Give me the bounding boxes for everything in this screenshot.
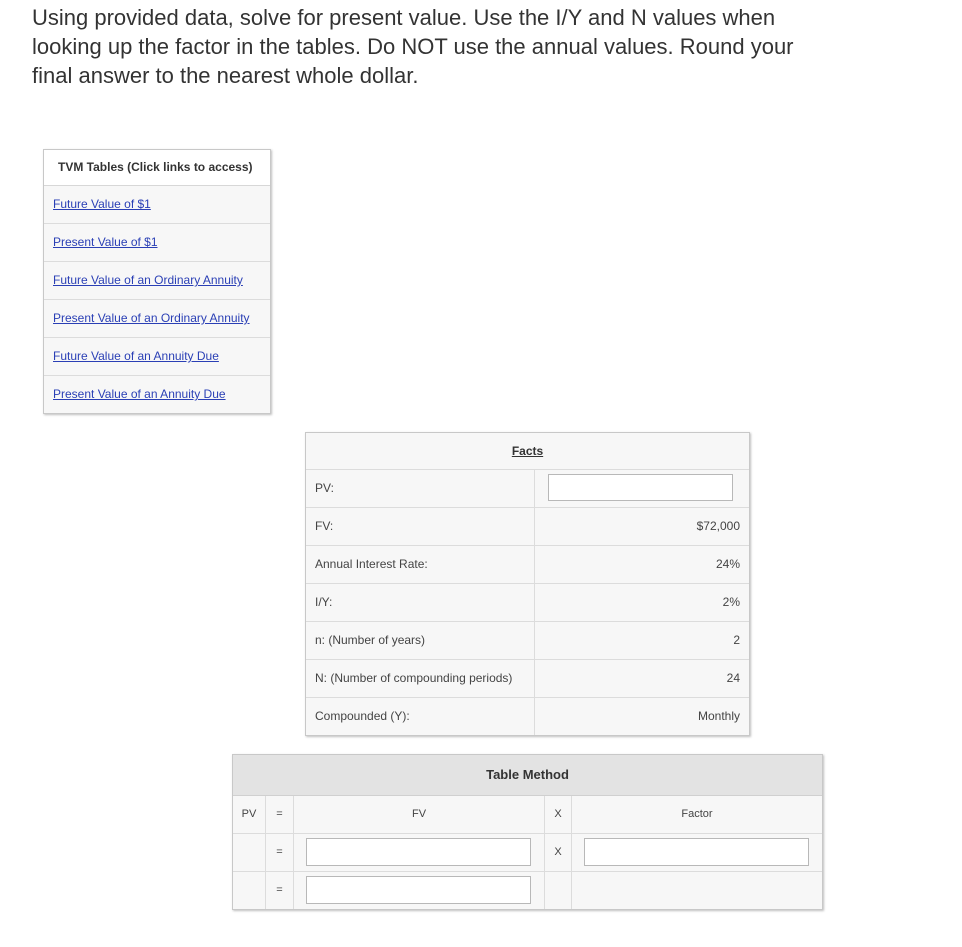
facts-label: Compounded (Y): <box>306 698 535 735</box>
link-present-value-annuity-due[interactable]: Present Value of an Annuity Due <box>53 387 226 401</box>
facts-label: FV: <box>306 508 535 545</box>
tvm-row <box>44 376 270 413</box>
pv-input[interactable] <box>548 474 733 501</box>
factor-label: Factor <box>681 808 713 820</box>
table-method-title: Table Method <box>233 755 822 796</box>
facts-table <box>305 432 750 736</box>
factor-input[interactable] <box>584 838 809 866</box>
empty-cell <box>545 872 572 909</box>
pv-result-input[interactable] <box>306 876 531 904</box>
facts-label: PV: <box>306 470 535 507</box>
facts-title-text: Facts <box>511 444 544 458</box>
facts-value: Monthly <box>697 709 740 723</box>
fv-label: FV <box>294 796 545 833</box>
method-header-row <box>233 796 822 834</box>
result-input-cell <box>294 872 545 909</box>
facts-row-fv <box>306 508 749 546</box>
facts-value: 2% <box>722 595 740 609</box>
facts-row-pv <box>306 470 749 508</box>
link-present-value-of-1[interactable]: Present Value of $1 <box>53 235 158 249</box>
empty-cell <box>233 834 266 871</box>
question-text: Using provided data, solve for present value. Use the I/Y and N values when looking up the factor in the tables. Do NOT use the annual values. Round your final answer to the nearest whole dollar. <box>32 5 794 88</box>
empty-cell <box>572 872 822 909</box>
tvm-row <box>44 262 270 300</box>
factor-input-cell <box>572 834 822 871</box>
facts-value-cell <box>535 470 749 507</box>
multiply-sign: X <box>545 834 572 871</box>
facts-label: I/Y: <box>306 584 535 621</box>
facts-title <box>306 433 749 470</box>
facts-label: Annual Interest Rate: <box>306 546 535 583</box>
equals-sign: = <box>266 796 294 833</box>
tvm-tables-panel <box>43 149 271 414</box>
empty-cell <box>233 872 266 909</box>
facts-row-years <box>306 622 749 660</box>
facts-value: 24% <box>715 557 740 571</box>
method-input-row <box>233 834 822 872</box>
tvm-row <box>44 300 270 338</box>
facts-value: 24 <box>726 671 740 685</box>
fv-input-cell <box>294 834 545 871</box>
facts-row-compounded <box>306 698 749 735</box>
facts-row-annual-rate <box>306 546 749 584</box>
tvm-tables-header: TVM Tables (Click links to access) <box>44 150 270 186</box>
facts-value: $72,000 <box>696 519 740 533</box>
link-future-value-ordinary-annuity[interactable]: Future Value of an Ordinary Annuity <box>53 273 243 287</box>
facts-value: 2 <box>733 633 740 647</box>
facts-label: N: (Number of compounding periods) <box>306 660 535 697</box>
tvm-row <box>44 186 270 224</box>
fv-input[interactable] <box>306 838 531 866</box>
facts-row-iy <box>306 584 749 622</box>
pv-label: PV <box>233 796 266 833</box>
facts-row-periods <box>306 660 749 698</box>
link-future-value-of-1[interactable]: Future Value of $1 <box>53 197 151 211</box>
link-present-value-ordinary-annuity[interactable]: Present Value of an Ordinary Annuity <box>53 311 250 325</box>
equals-sign: = <box>266 834 294 871</box>
facts-label: n: (Number of years) <box>306 622 535 659</box>
tvm-row <box>44 224 270 262</box>
table-method <box>232 754 823 910</box>
link-future-value-annuity-due[interactable]: Future Value of an Annuity Due <box>53 349 219 363</box>
multiply-sign: X <box>545 796 572 833</box>
method-result-row <box>233 872 822 909</box>
tvm-row <box>44 338 270 376</box>
equals-sign: = <box>266 872 294 909</box>
